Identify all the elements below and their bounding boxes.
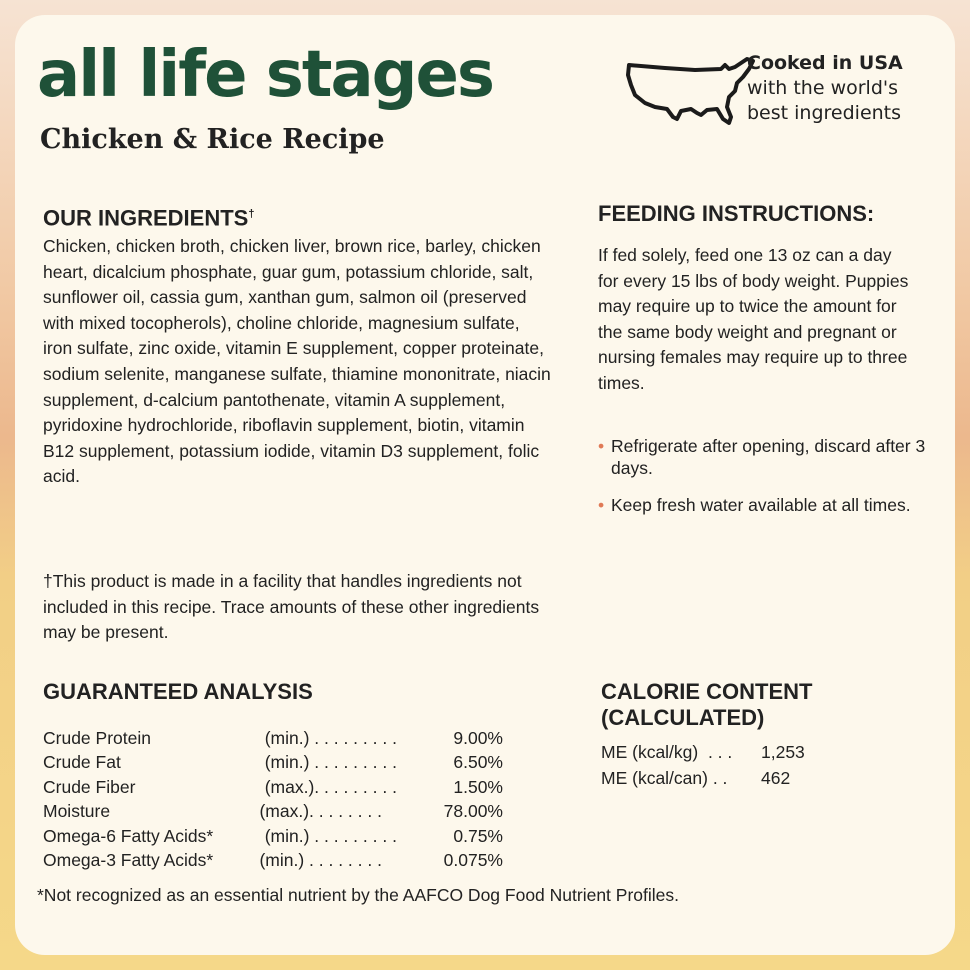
feeding-text: If fed solely, feed one 13 oz can a day for every 15 lbs of body weight. Puppies may require up to twice the amount for the same body weight and pregnant or nursing females may require up to three times. [598,245,909,393]
ingredients-heading-text: OUR INGREDIENTS [43,205,249,231]
analysis-table [43,726,503,872]
table-row [43,824,503,848]
calorie-heading [601,679,812,731]
table-row [43,799,503,823]
nutrient-name: Moisture [43,801,111,822]
recipe-subtitle: Chicken & Rice Recipe [40,124,385,155]
calorie-label: ME (kcal/kg) . . . [601,742,733,762]
nutrient-qualifier: (min.) . . . . . . . . [259,849,382,870]
ingredients-list: Chicken, chicken broth, chicken liver, brown rice, barley, chicken heart, dicalcium phosphate, guar gum, potassium chloride, salt, sunflower oil, cassia gum, xanthan gum, salmon oil (preserved with mixed tocopherols), choline chloride, magnesium sulfate, iron sulfate, zinc oxide, vitamin E supplement, copper proteinate, sodium selenite, manganese sulfate, thiamine mononitrate, niacin supplement, d-calcium pantothenate, vitamin A supplement, pyridoxine hydrochloride, riboflavin supplement, biotin, vitamin B12 supplement, potassium iodide, vitamin D3 supplement, folic acid. [43,236,551,487]
nutrient-qualifier: (max.). . . . . . . . . [264,776,397,797]
origin-line-1: Cooked in USA [747,52,903,74]
origin-line-3: best ingredients [747,102,902,124]
nutrient-name: Crude Protein [43,728,151,748]
nutrient-qualifier: (min.) . . . . . . . . . [264,728,397,748]
calorie-heading-line-1: CALORIE CONTENT [601,679,813,704]
bullet-dot: • [598,495,605,515]
origin-text [747,51,947,126]
bullet-dot: • [598,436,605,456]
nutrient-qualifier: (max.). . . . . . . . [259,801,382,822]
table-row [43,775,503,799]
ingredients-note: †This product is made in a facility that handles ingredients not included in this recipe. Trace amounts of these other ingredients may be present. [43,571,540,643]
ingredients-heading [43,201,254,231]
nutrient-name: Omega-3 Fatty Acids* [43,849,214,870]
usa-map-icon [625,55,759,127]
label-card [15,15,955,955]
nutrient-qualifier: (min.) . . . . . . . . . [264,825,397,846]
calorie-label: ME (kcal/can) . . [601,768,728,788]
nutrient-value: 9.00% [453,728,503,748]
nutrient-value: 0.75% [453,825,503,846]
nutrient-value: 6.50% [453,752,503,773]
table-row [601,739,921,765]
calorie-table [601,739,921,791]
nutrient-value: 0.075% [443,849,503,870]
nutrient-name: Crude Fiber [43,776,136,797]
table-row [43,848,503,872]
dagger-mark: † [248,208,255,220]
feeding-bullets [598,435,928,531]
aafco-footnote: *Not recognized as an essential nutrient by the AAFCO Dog Food Nutrient Profiles. [37,885,679,905]
analysis-heading: GUARANTEED ANALYSIS [43,679,313,704]
table-row [601,765,921,791]
page-title: all life stages [37,38,493,112]
table-row [43,726,503,750]
calorie-heading-line-2: (CALCULATED) [601,705,765,730]
origin-line-2: with the world's [747,77,899,99]
nutrient-value: 1.50% [453,776,503,797]
nutrient-value: 78.00% [443,801,503,822]
list-item [598,435,928,479]
table-row [43,750,503,774]
calorie-value: 1,253 [761,742,805,762]
bullet-text: Keep fresh water available at all times. [611,495,911,515]
bullet-text: Refrigerate after opening, discard after 3 days. [611,436,926,478]
list-item [598,494,928,516]
nutrient-name: Omega-6 Fatty Acids* [43,825,214,846]
nutrient-qualifier: (min.) . . . . . . . . . [264,752,397,773]
feeding-heading: FEEDING INSTRUCTIONS: [598,201,875,226]
nutrient-name: Crude Fat [43,752,121,773]
calorie-value: 462 [761,768,791,788]
